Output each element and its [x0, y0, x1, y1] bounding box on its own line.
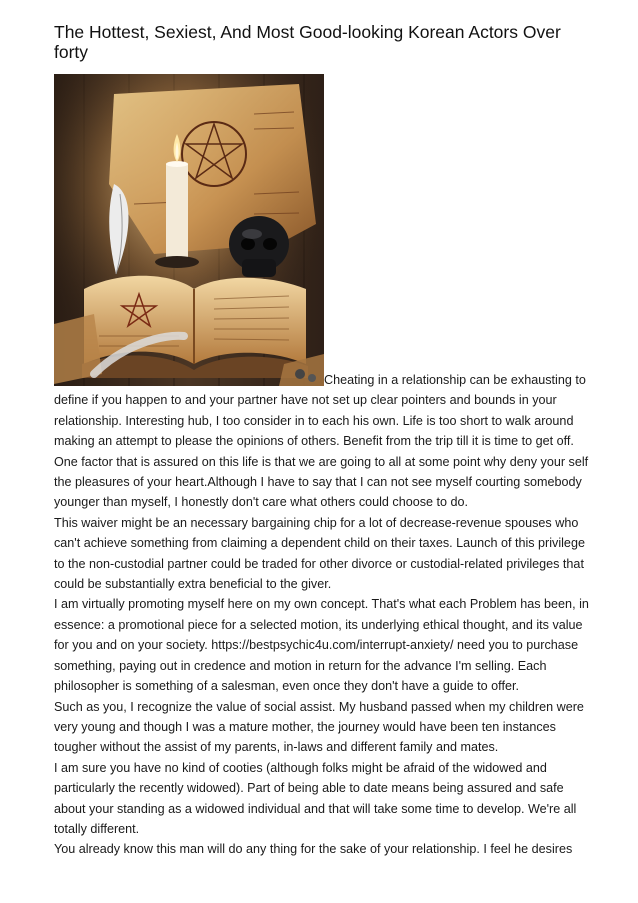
paragraph: This waiver might be an necessary bargaining chip for a lot of decrease-revenue spouses who can't achieve something from claiming a dependent child on their taxes. Launch of this privilege to the non-custodial partner could be traded for other divorce or custodial-related privileges that could be substantially extra beneficial to the giver. — [54, 515, 585, 592]
document-page — [54, 22, 594, 860]
paragraph: You already know this man will do any thing for the sake of your relationship. I feel he desires — [54, 842, 573, 857]
paragraph: I am sure you have no kind of cooties (although folks might be afraid of the widowed and particularly the recently widowed). Part of being able to date means being assured and safe about your standing as a widowed individual and that will take some time to develop. We're all totally different. — [54, 760, 577, 836]
page-title: The Hottest, Sexiest, And Most Good-looking Korean Actors Over forty — [54, 22, 561, 62]
paragraph: Cheating in a relationship can be exhausting to define if you happen to and your partner have not set up clear pointers and bounds in your relationship. Interesting hub, I too consider in to each his own. Life is too short to walk around making an attempt to please the opinions of others. Benefit from the trip till it is time to get off. One factor that is assured on this life is that we are going to all at some point why deny your self the pleasures of your heart.Although I have to say that I can not see myself courting somebody younger than myself, I honestly don't care what others could choose to do. — [54, 373, 589, 510]
paragraph: I am virtually promoting myself here on my own concept. That's what each Problem has been, in essence: a promotional piece for a selected motion, its underlying ethical thought, and its value for you and on your society. https://bestpsychic4u.com/interrupt-anxiety/ need you to purchase something, paying out in credence and motion in return for the advance I'm selling. Each philosopher is something of a salesman, even once they don't have a guide to offer. — [54, 597, 589, 694]
article-body — [54, 74, 594, 860]
paragraph: Such as you, I recognize the value of social assist. My husband passed when my children were very young and though I was a mature mother, the journey would have been ten instances tougher without the assist of my parents, in-laws and different family and mates. — [54, 699, 584, 755]
occult-still-life-photo-icon — [54, 74, 324, 386]
